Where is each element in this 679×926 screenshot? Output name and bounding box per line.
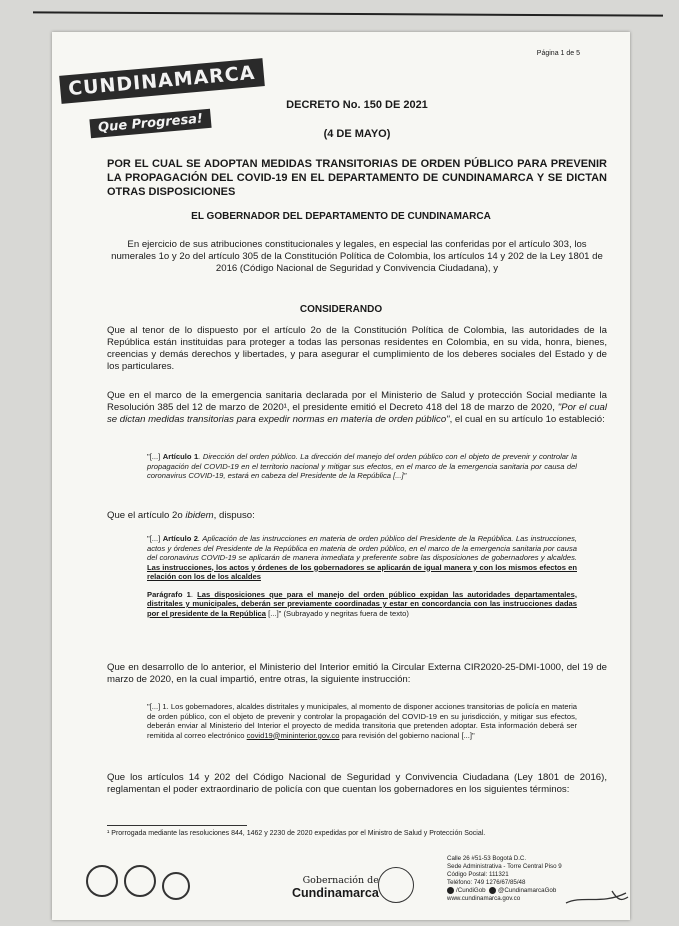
paragraph-4: Que en desarrollo de lo anterior, el Ministerio del Interior emitió la Circular Externa CIR2020-25-DMI-1000, del 19 de marzo de 2020, en la cual impartió, entre otras, la siguiente instrucción:: [107, 662, 607, 685]
document-page: [52, 32, 630, 920]
email-link[interactable]: covid19@mininterior.gov.co: [246, 730, 340, 740]
decree-title: POR EL CUAL SE ADOPTAN MEDIDAS TRANSITORIAS DE ORDEN PÚBLICO PARA PREVENIR LA PROPAGACIÓN DEL COVID-19 EN EL DEPARTAMENTO DE CUNDINAMARCA Y SE DICTAN OTRAS DISPOSICIONES: [107, 158, 607, 198]
quality-seal-icon: [162, 872, 190, 900]
paragraph-2: Que en el marco de la emergencia sanitaria declarada por el Ministerio de Salud y protección Social mediante la Resolución 385 del 12 de marzo de 2020¹, el presidente emitió el Decreto 418 del 18 de marzo de 2020, "Por el cual se dictan medidas transitorias para expedir normas en materia de orden público", el cual en su artículo 1o estableció:: [107, 390, 608, 425]
gob-line-2: Cundinamarca: [292, 886, 379, 900]
scan-top-border: [33, 11, 663, 16]
footnote-divider: [107, 825, 247, 826]
issuer: EL GOBERNADOR DEL DEPARTAMENTO DE CUNDINAMARCA: [191, 211, 491, 222]
paragraph-5: Que los artículos 14 y 202 del Código Nacional de Seguridad y Convivencia Ciudadana (Ley 1801 de 2016), reglamentan el poder extraordinario de policía con que cuentan los gobernadores en los siguientes términos:: [107, 772, 607, 795]
considering-heading: CONSIDERANDO: [299, 304, 383, 315]
quote-circular: "[...] 1. Los gobernadores, alcaldes distritales y municipales, al momento de disponer acciones transitorias de policía en materia de orden público, con el objeto de prevenir y controlar la propagación del COVID-19 en su jurisdicción, y mitigar sus efectos, deberán enviar al Ministerio del Interior el proyecto de medida transitoria que pretenden adoptar. Esta información deberá ser remitida al correo electrónico covid19@mininterior.gov.co para revisión del gobierno nacional [...]": [147, 702, 577, 740]
logo-slogan: Que Progresa!: [89, 109, 211, 138]
decree-number: DECRETO No. 150 DE 2021: [286, 99, 428, 111]
address-line: Sede Administrativa - Torre Central Piso 9: [447, 863, 562, 870]
address-line: Calle 26 #51-53 Bogotá D.C.: [447, 855, 527, 862]
twitter-icon: [489, 887, 496, 894]
address-line: Teléfono: 749 1276/67/85/48: [447, 879, 526, 886]
social-links: [447, 887, 562, 895]
gob-line-1: Gobernación de: [302, 875, 379, 886]
quote-article-1: "[...] Artículo 1. Dirección del orden público. La dirección del manejo del orden público con el objeto de prevenir y controlar la propagación del COVID-19 en el territorio nacional y mitigar sus efectos, en el marco de la emergencia sanitaria por causa del coronavirus COVID-19, estará en cabeza del Presidente de la República [...]": [147, 452, 577, 480]
coat-of-arms-icon: [378, 867, 414, 903]
twitter-link[interactable]: @CundinamarcaGob: [498, 887, 557, 895]
address-line: Código Postal: 111321: [447, 871, 509, 878]
footnote: ¹ Prorrogada mediante las resoluciones 844, 1462 y 2230 de 2020 expedidas por el Ministro de Salud y Protección Social.: [107, 830, 486, 837]
paragraph-1: Que al tenor de lo dispuesto por el artículo 2o de la Constitución Política de Colombia, las autoridades de la República están instituidas para proteger a todas las personas residentes en Colombia, en su vida, honra, bienes, creencias y demás derechos y libertades, y para asegurar el cumplimiento de los deberes sociales del Estado y de los particulares.: [107, 325, 607, 372]
quote-article-2: "[...] Artículo 2. Aplicación de las instrucciones en materia de orden público del Presidente de la República. Las instrucciones, actos y órdenes del Presidente de la República en materia de orden público, en el marco de la emergencia sanitaria por causa del coronavirus COVID-19 se aplicarán de manera inmediata y preferente sobre las disposiciones de gobernadores y alcaldes. Las instrucciones, los actos y órdenes de los gobernadores se aplicarán de igual manera y con los mismos efectos en relación con los de los alcaldes Parágrafo 1. Las disposiciones que para el manejo del orden público expidan las autoridades departamentales, distritales y municipales, deberán ser previamente coordinadas y estar en concordancia con las instrucciones dadas por el presidente de la República [...]" (Subrayado y negritas fuera de texto): [147, 534, 577, 618]
preamble: En ejercicio de sus atribuciones constitucionales y legales, en especial las conferidas por el artículo 303, los numerales 1o y 2o del artículo 305 de la Constitución Política de Colombia, los artículos 14 y 202 de la Ley 1801 de 2016 (Código Nacional de Seguridad y Convivencia Ciudadana), y: [111, 239, 603, 274]
paragraph-3: Que el artículo 2o ibidem, dispuso:: [107, 510, 255, 521]
signature-mark: [562, 887, 630, 909]
logo-brand: CUNDINAMARCA: [59, 58, 264, 104]
decree-date: (4 DE MAYO): [323, 128, 391, 140]
page-number: Página 1 de 5: [536, 50, 580, 57]
footer-address: [447, 855, 562, 903]
certification-seal-icon: [124, 865, 156, 897]
gobernacion-logo: [292, 875, 379, 900]
facebook-icon: [447, 887, 454, 894]
certification-seal-icon: [86, 865, 118, 897]
facebook-link[interactable]: /CundiGob: [456, 887, 486, 895]
website-link[interactable]: www.cundinamarca.gov.co: [447, 895, 521, 903]
